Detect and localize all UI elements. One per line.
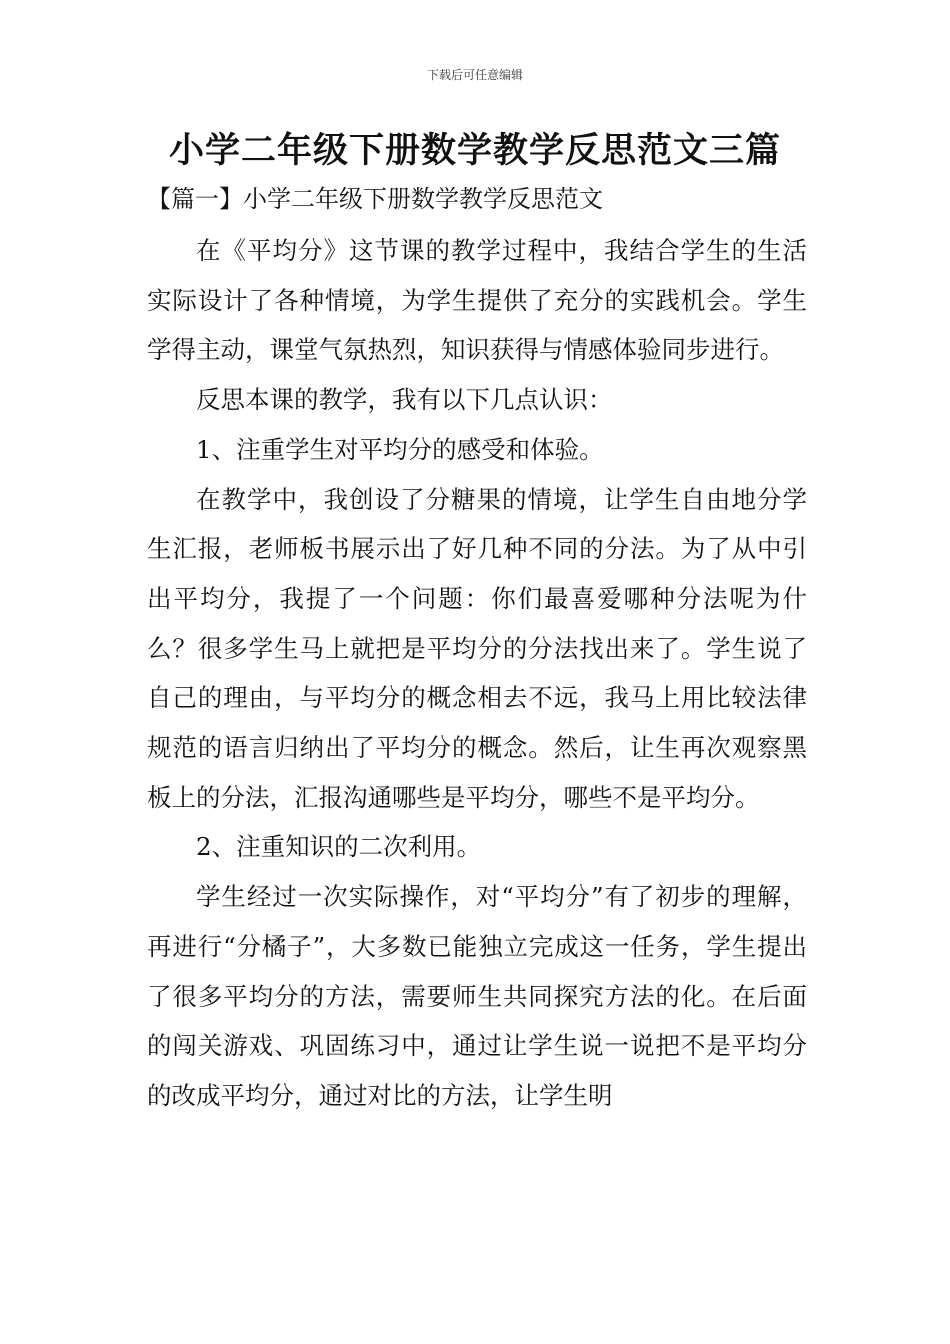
document-title: 小学二年级下册数学教学反思范文三篇 — [168, 130, 781, 171]
section-heading: 【篇一】小学二年级下册数学教学反思范文 — [147, 185, 603, 213]
paragraph-point-2-body: 学生经过一次实际操作，对“平均分”有了初步的理解，再进行“分橘子”，大多数已能独立完成这一任务，学生提出了很多平均分的方法，需要师生共同探究方法的化。在后面的闯关游戏、巩固练习中，通过让学生说一说把不是平均分的改成平均分，通过对比的方法，让学生明 — [147, 882, 807, 1110]
paragraph-point-2-heading: 2、注重知识的二次利用。 — [196, 832, 482, 862]
paragraph-reflection-lead: 反思本课的教学，我有以下几点认识： — [196, 385, 613, 415]
paragraph-point-1-body: 在教学中，我创设了分糖果的情境，让学生自由地分学生汇报，老师板书展示出了好几种不同的分法。为了从中引出平均分，我提了一个问题：你们最喜爱哪种分法呢为什么？很多学生马上就把是平均分的分法找出来了。学生说了自己的理由，与平均分的概念相去不远，我马上用比较法律规范的语言归纳出了平均分的概念。然后，让生再次观察黑板上的分法，汇报沟通哪些是平均分，哪些不是平均分。 — [147, 484, 807, 812]
body-text — [147, 226, 807, 1121]
header-note: 下载后可任意编辑 — [426, 68, 523, 82]
paragraph-intro: 在《平均分》这节课的教学过程中，我结合学生的生活实际设计了各种情境，为学生提供了充分的实践机会。学生学得主动，课堂气氛热烈，知识获得与情感体验同步进行。 — [147, 236, 807, 365]
paragraph-point-1-heading: 1、注重学生对平均分的感受和体验。 — [196, 434, 604, 464]
